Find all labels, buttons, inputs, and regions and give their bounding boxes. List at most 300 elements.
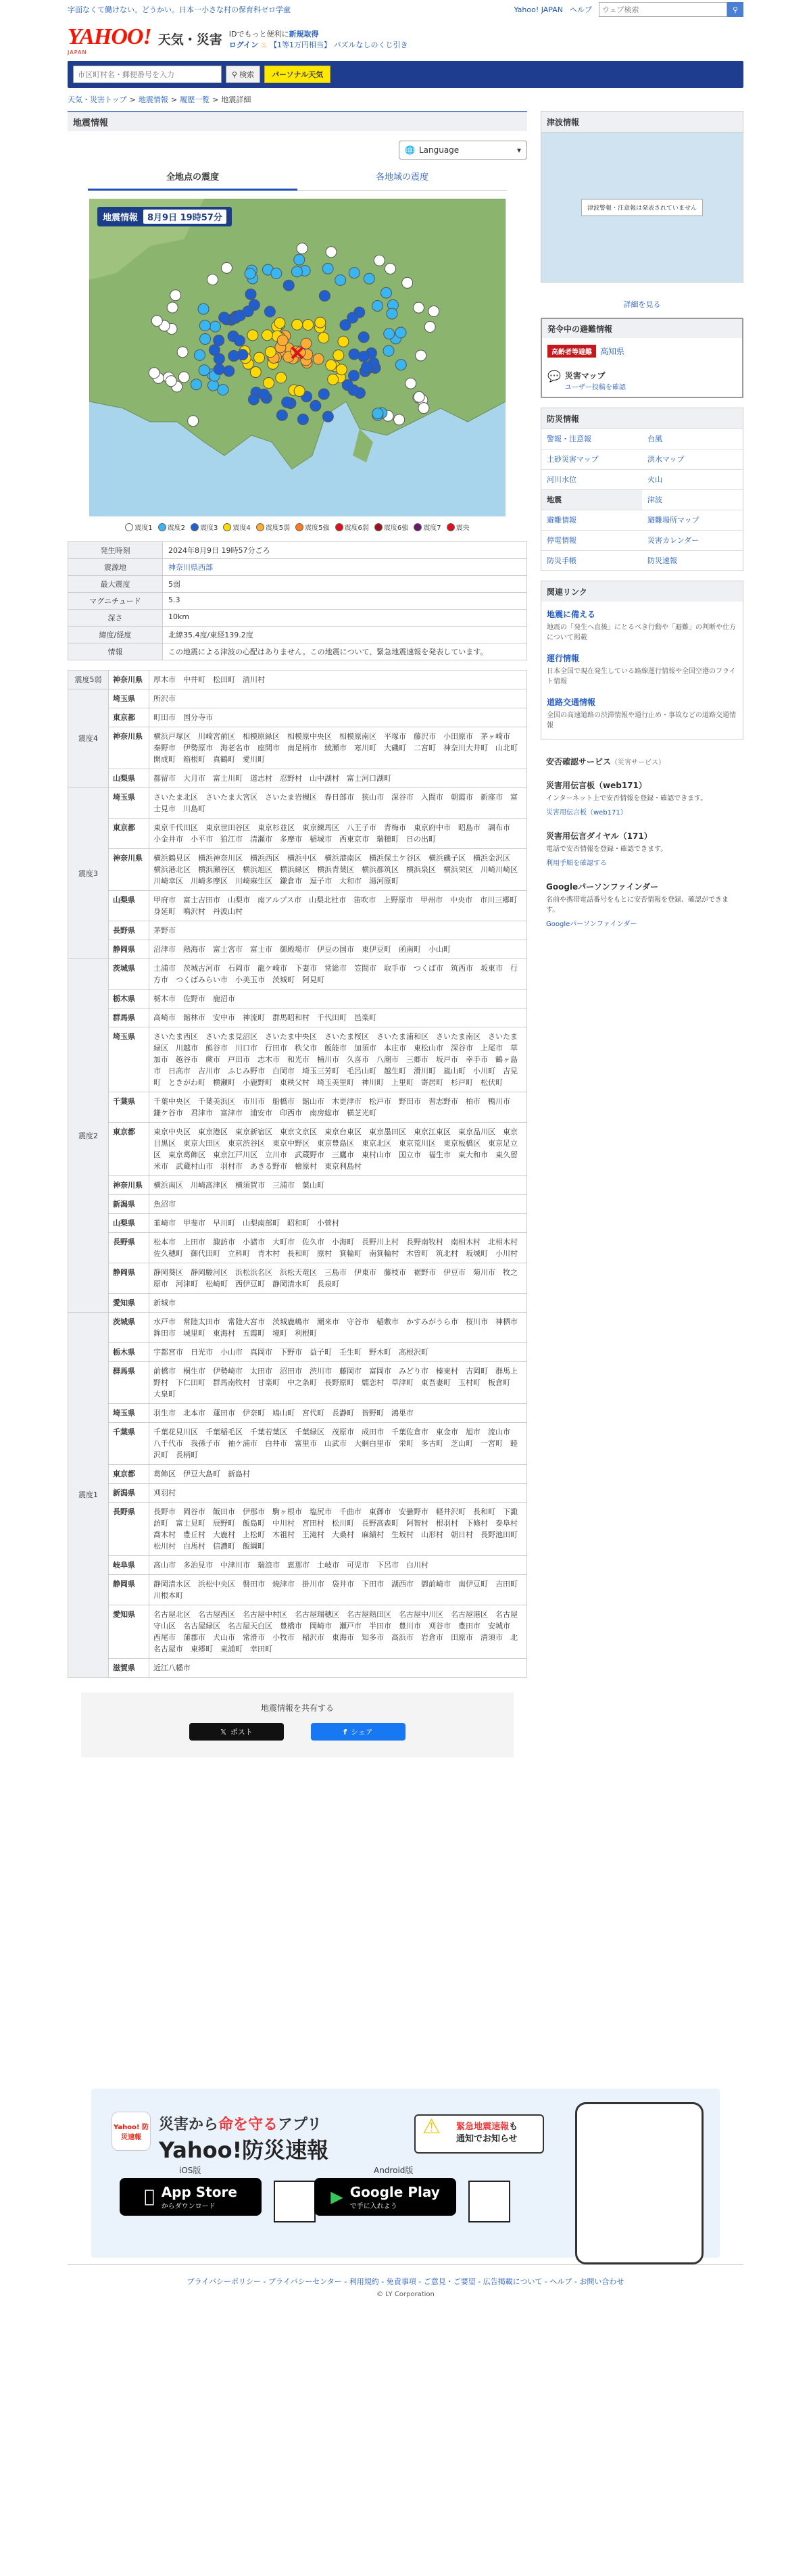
footer-links[interactable]: プライバシーポリシー - プライバシーセンター - 利用規約 - 免責事項 - ご意見・ご要望 - 広告掲載について - ヘルプ - お問い合わせ xyxy=(187,2277,624,2286)
station-marker xyxy=(349,268,360,278)
crumb-current: 地震詳細 xyxy=(221,95,251,104)
play-icon: ▶ xyxy=(330,2187,343,2206)
station-marker xyxy=(313,354,324,364)
yahoo-logo[interactable]: YAHOO! JAPAN xyxy=(68,24,151,55)
station-marker xyxy=(335,274,346,285)
station-marker xyxy=(243,306,253,317)
intensity-row xyxy=(68,940,527,959)
city-list: 魚沼市 xyxy=(149,1195,527,1214)
station-marker xyxy=(254,352,265,363)
city-list: 町田市 国分寺市 xyxy=(149,708,527,727)
app-banner[interactable] xyxy=(91,2089,720,2258)
intensity-row xyxy=(68,1263,527,1294)
station-marker xyxy=(291,266,302,277)
tab-all-points[interactable]: 全地点の震度 xyxy=(88,166,297,191)
station-marker xyxy=(283,280,294,291)
city-list: 高山市 多治見市 中津川市 瑞浪市 恵那市 土岐市 可児市 下呂市 白川村 xyxy=(149,1556,527,1575)
bousai-app-logo: Yahoo! 防災速報 xyxy=(112,2112,151,2151)
intensity-row xyxy=(68,921,527,940)
station-marker xyxy=(394,414,405,425)
safety-item-link[interactable]: 災害用伝言板（web171） xyxy=(546,809,627,817)
intensity-row xyxy=(68,1362,527,1404)
station-marker xyxy=(170,290,181,301)
bousai-link[interactable]: 洪水マップ xyxy=(642,449,743,469)
city-list: 東京中央区 東京港区 東京新宿区 東京文京区 東京台東区 東京墨田区 東京江東区 東京品川区 東京目黒区 東京大田区 東京渋谷区 東京中野区 東京豊島区 東京北区 東京荒川区 東京板橋区 東京足立区 東京葛飾区 東京江戸川区 立川市 武蔵野市 三鷹市 東村山市 国立市 福生市 東大和市 東久留米市 武蔵村山市 羽村市 あきる野市 檜原村 東京利島村 xyxy=(149,1123,527,1176)
station-marker xyxy=(166,376,176,387)
city-list: 土浦市 茨城古河市 石岡市 龍ケ崎市 下妻市 常総市 笠間市 取手市 つくば市 筑西市 坂東市 行方市 つくばみらい市 小美玉市 茨城町 阿見町 xyxy=(149,959,527,990)
station-marker xyxy=(245,289,256,299)
android-label: Android版 xyxy=(374,2166,414,2175)
chevron-down-icon: ▾ xyxy=(516,145,521,155)
station-marker xyxy=(358,332,369,343)
info-value: 5.3 xyxy=(163,593,527,610)
legend-label: 震度2 xyxy=(167,525,186,532)
station-marker xyxy=(297,414,308,424)
intensity-row xyxy=(68,1092,527,1123)
info-row xyxy=(68,559,527,576)
city-list: 松本市 上田市 諏訪市 小諸市 大町市 佐久市 小海町 長野川上村 長野南牧村 南相木村 北相木村 佐久穂町 御代田町 立科町 青木村 長和町 原村 箕輪町 南箕輪村 木曽町 筑北村 坂城町 小川村 xyxy=(149,1233,527,1263)
share-title: 地震情報を共有する xyxy=(260,1703,334,1713)
station-marker xyxy=(347,312,358,323)
points-link[interactable]: 【1等1万円相当】 xyxy=(270,41,332,49)
station-marker xyxy=(264,306,275,317)
prefecture-name: 埼玉県 xyxy=(109,1027,149,1092)
prefecture-name: 埼玉県 xyxy=(109,1404,149,1423)
register-link[interactable]: 新規取得 xyxy=(289,30,319,39)
facebook-icon: f xyxy=(343,1727,347,1736)
info-value: 5弱 xyxy=(163,576,527,593)
station-marker xyxy=(418,403,429,414)
station-marker xyxy=(210,321,220,332)
intensity-row xyxy=(68,959,527,990)
share-facebook-button[interactable]: f シェア xyxy=(311,1723,406,1741)
tsunami-box xyxy=(541,111,743,283)
search-bar xyxy=(68,61,743,88)
bousai-link[interactable]: 災害カレンダー xyxy=(642,530,743,550)
info-row xyxy=(68,593,527,610)
prefecture-name: 長野県 xyxy=(109,921,149,940)
web-search-input[interactable] xyxy=(599,2,727,17)
prefecture-name: 茨城県 xyxy=(109,959,149,990)
prefecture-name: 神奈川県 xyxy=(109,727,149,769)
related-item xyxy=(541,646,743,689)
city-list: 所沢市 xyxy=(149,689,527,708)
intensity-row xyxy=(68,1556,527,1575)
legend-label: 震度7 xyxy=(423,525,441,532)
intensity-level: 震度3 xyxy=(68,788,109,959)
intensity-map[interactable] xyxy=(89,199,506,516)
prefecture-name: 千葉県 xyxy=(109,1423,149,1465)
station-marker xyxy=(191,379,201,390)
station-marker xyxy=(322,411,333,422)
station-marker xyxy=(364,273,374,284)
phone-illustration xyxy=(575,2102,704,2264)
intensity-row xyxy=(68,1027,527,1092)
station-marker xyxy=(224,366,235,376)
x-icon: 𝕏 xyxy=(220,1727,226,1736)
station-marker xyxy=(384,329,395,339)
related-desc: 地震の「発生へ直後」にとるべき行動や「避難」の判断や仕方について掲載 xyxy=(547,624,736,641)
chat-icon: 💬 xyxy=(547,370,561,383)
location-search-button[interactable]: ⚲ 検索 xyxy=(226,66,260,83)
intensity-row xyxy=(68,1294,527,1313)
page-title: 地震情報 xyxy=(68,111,527,131)
help-link[interactable]: ヘルプ xyxy=(570,5,592,14)
legend-item xyxy=(414,522,441,532)
flame-icon: ♨ xyxy=(260,41,268,49)
bousai-link[interactable]: 地震 xyxy=(541,489,642,510)
safety-title: 安否確認サービス（災害サービス） xyxy=(546,757,666,767)
prefecture-name: 神奈川県 xyxy=(109,849,149,891)
intensity-level: 震度1 xyxy=(68,1313,109,1678)
info-row xyxy=(68,643,527,660)
intensity-row xyxy=(68,769,527,788)
app-store-button[interactable]: App Store からダウンロード xyxy=(120,2178,262,2216)
legend-label: 震度6弱 xyxy=(344,525,369,532)
info-row xyxy=(68,627,527,643)
intensity-row xyxy=(68,1423,527,1465)
bousai-link[interactable]: 防災速報 xyxy=(642,550,743,570)
prefecture-name: 愛知県 xyxy=(109,1294,149,1313)
map-badge: 地震情報 8月9日 19時57分 xyxy=(97,207,232,226)
legend-item xyxy=(125,522,152,532)
tab-regions[interactable]: 各地域の震度 xyxy=(297,166,507,191)
prefecture-name: 神奈川県 xyxy=(109,1176,149,1195)
tsunami-more-link[interactable]: 詳細を見る xyxy=(623,300,661,309)
station-marker xyxy=(195,349,205,360)
prefecture-name: 埼玉県 xyxy=(109,689,149,708)
station-marker xyxy=(276,372,287,383)
bousai-link[interactable]: 避難情報 xyxy=(541,510,642,530)
city-list: 厚木市 中井町 松田町 清川村 xyxy=(149,671,527,689)
station-marker xyxy=(277,335,288,346)
prefecture-name: 東京都 xyxy=(109,819,149,849)
bousai-link[interactable]: 火山 xyxy=(642,469,743,489)
intensity-row xyxy=(68,1465,527,1484)
intensity-row xyxy=(68,1404,527,1423)
prefecture-name: 静岡県 xyxy=(109,940,149,959)
related-link[interactable]: 運行情報 xyxy=(547,654,580,663)
station-marker xyxy=(338,336,349,347)
info-value: 北緯35.4度/東経139.2度 xyxy=(163,627,527,643)
prefecture-name: 静岡県 xyxy=(109,1575,149,1605)
city-list: 千葉花見川区 千葉稲毛区 千葉若葉区 千葉緑区 茂原市 成田市 千葉佐倉市 東金市 旭市 流山市 八千代市 我孫子市 袖ケ浦市 白井市 富里市 山武市 大網白里市 栄町 多古町 芝山町 一宮町 睦沢町 長柄町 xyxy=(149,1423,527,1465)
station-marker xyxy=(248,394,259,405)
info-key: マグニチュード xyxy=(68,593,163,610)
city-list: 長野市 岡谷市 飯田市 伊那市 駒ヶ根市 塩尻市 千曲市 東御市 安曇野市 軽井沢町 長和町 下諏訪町 富士見町 辰野町 飯島町 中川村 宮田村 松川町 長野高森町 阿智村 根羽村 下條村 泰阜村 喬木村 豊丘村 大鹿村 上松町 木祖村 王滝村 大桑村 麻績村 生坂村 山形村 朝日村 長野池田町 松川村 白馬村 信濃町 飯綱町 xyxy=(149,1503,527,1556)
share-box xyxy=(81,1693,514,1757)
city-list: 横浜南区 川崎高津区 横須賀市 三浦市 葉山町 xyxy=(149,1176,527,1195)
crumb-top[interactable]: 天気・災害トップ xyxy=(68,95,127,104)
city-list: 静岡葵区 静岡駿河区 浜松浜名区 浜松天竜区 三島市 伊東市 藤枝市 裾野市 伊豆市 菊川市 牧之原市 河津町 松崎町 西伊豆町 静岡清水町 長泉町 xyxy=(149,1263,527,1294)
prefecture-name: 新潟県 xyxy=(109,1195,149,1214)
station-marker xyxy=(274,318,285,329)
station-marker xyxy=(372,301,383,312)
city-list: 千葉中央区 千葉美浜区 市川市 船橋市 館山市 木更津市 松戸市 野田市 習志野市 柏市 鴨川市 鎌ケ谷市 君津市 富津市 浦安市 印西市 南房総市 横芝光町 xyxy=(149,1092,527,1123)
intensity-row xyxy=(68,1659,527,1678)
crumb-earthquake[interactable]: 地震情報 xyxy=(138,95,168,104)
legend-label: 震度1 xyxy=(134,525,153,532)
breadcrumb: 天気・災害トップ > 地震情報 > 履歴一覧 > 地震詳細 xyxy=(68,95,251,104)
related-link[interactable]: 道路交通情報 xyxy=(547,698,596,707)
location-search-input[interactable] xyxy=(73,66,222,83)
station-marker xyxy=(416,350,426,361)
city-list: 前橋市 桐生市 伊勢崎市 太田市 沼田市 渋川市 藤岡市 富岡市 みどり市 榛東村 吉岡町 群馬上野村 下仁田町 群馬南牧村 甘楽町 中之条町 長野原町 嬬恋村 草津町 東吾妻町 玉村町 板倉町 大泉町 xyxy=(149,1362,527,1404)
legend-item xyxy=(447,522,470,532)
station-marker xyxy=(149,368,159,379)
bousai-link[interactable]: 警報・注意報 xyxy=(541,429,642,449)
prefecture-name: 群馬県 xyxy=(109,1008,149,1027)
intensity-row xyxy=(68,1176,527,1195)
top-search xyxy=(599,2,743,17)
language-select[interactable]: 🌐 Language ▾ xyxy=(399,141,527,160)
evacuation-pref-link[interactable]: 高知県 xyxy=(600,347,625,356)
city-list: 韮崎市 甲斐市 早川町 山梨南部町 昭和町 小菅村 xyxy=(149,1214,527,1233)
intensity-row xyxy=(68,1605,527,1659)
info-key: 情報 xyxy=(68,643,163,660)
station-marker xyxy=(209,345,220,356)
intensity-row xyxy=(68,1484,527,1503)
station-marker xyxy=(374,255,385,266)
related-box xyxy=(541,581,743,739)
login-link[interactable]: ログイン xyxy=(228,41,259,49)
info-key: 深さ xyxy=(68,610,163,627)
disaster-map-link[interactable]: 💬 災害マップ ユーザー投稿を確認 xyxy=(547,370,626,391)
station-marker xyxy=(336,364,347,375)
info-key: 最大震度 xyxy=(68,576,163,593)
bousai-links xyxy=(541,429,743,570)
intensity-row xyxy=(68,788,527,819)
station-marker xyxy=(383,345,394,356)
station-marker xyxy=(395,327,406,338)
bousai-link[interactable]: 台風 xyxy=(642,429,743,449)
intensity-level: 震度5弱 xyxy=(68,671,109,689)
station-marker xyxy=(214,335,224,346)
top-strip xyxy=(68,0,743,19)
crumb-history[interactable]: 履歴一覧 xyxy=(180,95,210,104)
station-marker xyxy=(424,322,435,333)
bousai-box xyxy=(541,408,743,571)
prefecture-name: 東京都 xyxy=(109,708,149,727)
yahoo-japan-link[interactable]: Yahoo! JAPAN xyxy=(514,5,563,14)
related-item xyxy=(541,689,743,733)
legend-label: 震度6強 xyxy=(383,525,409,532)
prefecture-name: 長野県 xyxy=(109,1503,149,1556)
station-marker xyxy=(395,360,406,370)
promo-link[interactable]: 字面なくて働けない。どうかい。日本一小さな村の保育科ゼロ学童 xyxy=(68,5,291,14)
ios-qr-code xyxy=(274,2181,316,2222)
android-qr-code xyxy=(468,2181,510,2222)
station-marker xyxy=(262,330,272,341)
info-value-link[interactable]: 神奈川県西部 xyxy=(168,563,213,572)
station-marker xyxy=(271,268,282,279)
station-marker xyxy=(358,351,369,362)
station-marker xyxy=(259,389,270,399)
legend-item xyxy=(256,522,290,532)
safety-item-link[interactable]: 利用手順を確認する xyxy=(546,860,607,867)
station-marker xyxy=(413,302,424,313)
city-list: 高崎市 館林市 安中市 神流町 群馬昭和村 千代田町 邑楽町 xyxy=(149,1008,527,1027)
station-marker xyxy=(265,347,276,358)
prefecture-name: 新潟県 xyxy=(109,1484,149,1503)
personal-weather-button[interactable]: パーソナル天気 xyxy=(264,66,330,83)
legend-swatch xyxy=(447,523,455,531)
prefecture-name: 東京都 xyxy=(109,1465,149,1484)
city-list: 新城市 xyxy=(149,1294,527,1313)
related-title: 関連リンク xyxy=(541,581,743,602)
city-list: 栃木市 佐野市 鹿沼市 xyxy=(149,990,527,1008)
station-marker xyxy=(167,302,178,313)
prefecture-name: 愛知県 xyxy=(109,1605,149,1659)
bousai-link[interactable]: 防災手帳 xyxy=(541,550,642,570)
city-list: 沼津市 熱海市 富士宮市 富士市 御殿場市 伊豆の国市 東伊豆町 函南町 小山町 xyxy=(149,940,527,959)
legend-label: 震度5弱 xyxy=(265,525,291,532)
prefecture-name: 岐阜県 xyxy=(109,1556,149,1575)
site-header xyxy=(68,19,743,61)
evacuation-title: 発令中の避難情報 xyxy=(542,319,742,338)
intensity-row xyxy=(68,708,527,727)
lottery-link[interactable]: パズルなしのくじ引き xyxy=(333,41,408,49)
map-legend xyxy=(89,516,506,541)
prefecture-name: 山梨県 xyxy=(109,1214,149,1233)
alert-icon: ⚠ xyxy=(422,2115,441,2139)
prefecture-name: 埼玉県 xyxy=(109,788,149,819)
legend-swatch xyxy=(125,523,133,531)
station-marker xyxy=(428,306,439,317)
banner-alert: ⚠ 緊急地震速報も 通知でお知らせ xyxy=(414,2114,544,2154)
station-marker xyxy=(326,360,337,370)
station-marker xyxy=(234,335,245,346)
prefecture-name: 東京都 xyxy=(109,1123,149,1176)
bousai-title: 防災情報 xyxy=(541,408,743,429)
city-list: 横浜戸塚区 川崎宮前区 相模原緑区 相模原中央区 相模原南区 平塚市 藤沢市 小田原市 茅ヶ崎市 秦野市 伊勢原市 海老名市 座間市 南足柄市 綾瀬市 寒川町 大磯町 二宮町 神奈川大井町 山北町 開成町 箱根町 真鶴町 愛川町 xyxy=(149,727,527,769)
sidebar xyxy=(541,111,743,1757)
intensity-row xyxy=(68,1195,527,1214)
legend-label: 震度3 xyxy=(200,525,218,532)
search-icon[interactable]: ⚲ xyxy=(727,2,743,17)
related-desc: 全国の高速道路の渋滞情報や通行止め・事故などの道路交通情報 xyxy=(547,712,736,729)
prefecture-name: 山梨県 xyxy=(109,891,149,921)
legend-label: 震度5強 xyxy=(305,525,330,532)
share-x-button[interactable]: 𝕏 ポスト xyxy=(189,1723,284,1741)
legend-swatch xyxy=(335,523,343,531)
intensity-row xyxy=(68,1575,527,1605)
intensity-row xyxy=(68,1343,527,1362)
intensity-row xyxy=(68,849,527,891)
google-play-button[interactable]: ▶ Google Play で手に入れよう xyxy=(314,2178,456,2216)
city-list: 静岡清水区 浜松中央区 磐田市 焼津市 掛川市 袋井市 下田市 湖西市 御前崎市 南伊豆町 吉田町 川根本町 xyxy=(149,1575,527,1605)
evacuation-box xyxy=(541,318,743,398)
globe-icon: 🌐 xyxy=(405,145,415,155)
station-marker xyxy=(264,378,274,389)
safety-item-title: Googleパーソンファインダー xyxy=(546,882,658,892)
intensity-row xyxy=(68,1313,527,1343)
city-list: さいたま北区 さいたま大宮区 さいたま岩槻区 春日部市 狭山市 深谷市 入間市 朝霞市 新座市 富士見市 川島町 xyxy=(149,788,527,819)
station-marker xyxy=(199,365,210,376)
prefecture-name: 群馬県 xyxy=(109,1362,149,1404)
city-list: 茅野市 xyxy=(149,921,527,940)
site-title[interactable]: 天気・災害 xyxy=(157,32,222,47)
legend-item xyxy=(374,522,408,532)
legend-swatch xyxy=(374,523,383,531)
evacuation-tag: 高齢者等避難 xyxy=(547,345,596,358)
tsunami-message: 津波警報・注意報は発表されていません xyxy=(581,199,703,216)
station-marker xyxy=(178,372,189,383)
station-marker xyxy=(348,370,359,381)
station-marker xyxy=(310,400,321,411)
station-marker xyxy=(276,410,287,420)
info-key: 緯度/経度 xyxy=(68,627,163,643)
bousai-link[interactable]: 避難場所マップ xyxy=(642,510,743,530)
station-marker xyxy=(247,330,258,341)
city-list: 横浜鶴見区 横浜神奈川区 横浜西区 横浜中区 横浜港南区 横浜保土ケ谷区 横浜磯子区 横浜金沢区 横浜港北区 横浜瀬谷区 横浜旭区 横浜緑区 横浜青葉区 横浜都筑区 横浜泉区 横浜栄区 川崎川崎区 川崎幸区 川崎多摩区 川崎麻生区 鎌倉市 逗子市 大和市 湯河原町 xyxy=(149,849,527,891)
header-message: IDでもっと便利に新規取得 ログイン ♨ 【1等1万円相当】 パズルなしのくじ引き xyxy=(228,30,408,49)
station-marker xyxy=(219,312,230,323)
intensity-row xyxy=(68,1233,527,1263)
station-marker xyxy=(218,385,228,395)
station-marker xyxy=(200,334,211,345)
station-marker xyxy=(214,364,224,374)
related-link[interactable]: 地震に備える xyxy=(547,610,596,619)
station-marker xyxy=(380,287,391,298)
intensity-level: 震度4 xyxy=(68,689,109,788)
station-marker xyxy=(318,389,329,399)
city-list: 近江八幡市 xyxy=(149,1659,527,1678)
station-marker xyxy=(199,320,210,331)
legend-item xyxy=(191,522,218,532)
tsunami-title: 津波情報 xyxy=(541,112,743,132)
safety-item-desc: 電話で安否情報を登録・確認できます。 xyxy=(546,846,668,853)
station-marker xyxy=(292,319,303,330)
bousai-link[interactable]: 津波 xyxy=(642,489,743,510)
station-marker xyxy=(151,316,162,326)
tsunami-map[interactable] xyxy=(541,132,743,282)
prefecture-name: 栃木県 xyxy=(109,990,149,1008)
safety-item-desc: インターネット上で安否情報を登録・確認できます。 xyxy=(546,795,708,802)
station-marker xyxy=(188,416,199,427)
city-list: 都留市 大月市 富士川町 道志村 忍野村 山中湖村 富士河口湖町 xyxy=(149,769,527,788)
related-links xyxy=(541,602,743,739)
info-row xyxy=(68,542,527,559)
safety-item-link[interactable]: Googleパーソンファインダー xyxy=(546,921,637,928)
legend-item xyxy=(295,522,329,532)
intensity-row xyxy=(68,689,527,708)
legend-swatch xyxy=(191,523,199,531)
station-marker xyxy=(294,386,305,397)
bousai-link[interactable]: 停電情報 xyxy=(541,530,642,550)
intensity-row xyxy=(68,1123,527,1176)
prefecture-name: 静岡県 xyxy=(109,1263,149,1294)
bousai-link[interactable]: 土砂災害マップ xyxy=(541,449,642,469)
city-list: 羽生市 北本市 蓮田市 伊奈町 鳩山町 宮代町 長瀞町 皆野町 鴻巣市 xyxy=(149,1404,527,1423)
station-marker xyxy=(177,347,188,358)
ios-label: iOS版 xyxy=(179,2166,201,2175)
station-marker xyxy=(282,397,293,408)
safety-item-title: 災害用伝言ダイヤル（171） xyxy=(546,831,652,841)
station-marker xyxy=(228,351,239,362)
info-value: 10km xyxy=(163,610,527,627)
info-value: この地震による津波の心配はありません。この地震について、緊急地震速報を発表しています。 xyxy=(163,643,527,660)
station-marker xyxy=(315,317,326,328)
legend-item xyxy=(223,522,250,532)
safety-box xyxy=(541,749,743,938)
map-graphic xyxy=(89,199,506,516)
info-key: 発生時刻 xyxy=(68,542,163,559)
bousai-link[interactable]: 河川水位 xyxy=(541,469,642,489)
banner-line1: 災害から命を守るアプリ xyxy=(159,2116,322,2133)
prefecture-name: 神奈川県 xyxy=(109,671,149,689)
legend-item xyxy=(335,522,369,532)
